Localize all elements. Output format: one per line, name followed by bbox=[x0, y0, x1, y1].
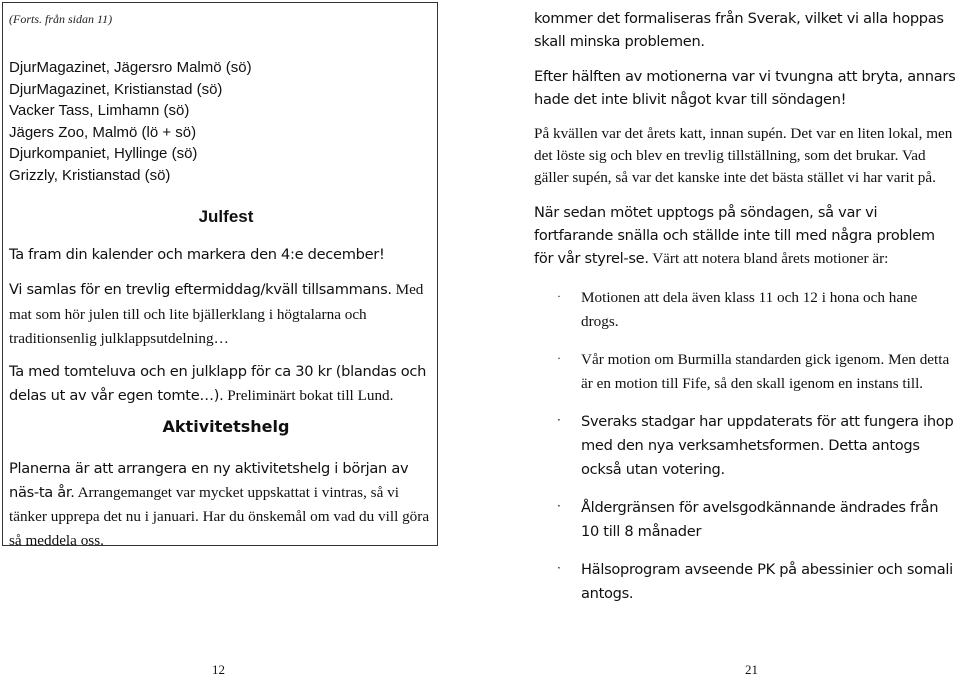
shop-item: Vacker Tass, Limhamn (sö) bbox=[9, 102, 190, 119]
list-item-text: Åldergränsen för avelsgodkännande ändrades från 10 till 8 månader bbox=[581, 499, 939, 540]
shop-item: Jägers Zoo, Malmö (lö + sö) bbox=[9, 123, 197, 141]
list-item bbox=[534, 558, 958, 606]
list-item-text: Vår motion om Burmilla standarden gick igenom. Men detta är en motion till Fife, så den skall igenom en instans till. bbox=[581, 351, 950, 392]
julfest-paragraph bbox=[9, 278, 437, 352]
list-item-text: Motionen att dela även klass 11 och 12 i hona och hane drogs. bbox=[581, 289, 918, 330]
shop-list bbox=[9, 57, 419, 186]
aktivitetshelg-paragraph bbox=[9, 457, 437, 553]
motion-list bbox=[534, 286, 958, 606]
list-item bbox=[534, 286, 958, 334]
booking-text: Preliminärt bokat till Lund. bbox=[223, 387, 394, 404]
bullet-icon: · bbox=[557, 289, 561, 303]
continued-note: (Forts. från sidan 11) bbox=[9, 12, 113, 26]
right-column bbox=[534, 7, 958, 620]
list-item bbox=[534, 496, 958, 544]
julfest-heading: Julfest bbox=[198, 207, 254, 226]
shop-item: Djurkompaniet, Hyllinge (sö) bbox=[9, 145, 198, 162]
page-number-right: 21 bbox=[745, 662, 758, 677]
aktivitetshelg-heading: Aktivitetshelg bbox=[162, 417, 290, 436]
julfest-intro: Vi samlas för en trevlig eftermiddag/kväll tillsammans. bbox=[9, 281, 392, 298]
bullet-icon: · bbox=[557, 351, 561, 365]
plan-details: Arrangemanget var mycket uppskattat i vintras, så vi tänker upprepa det nu i januari. Har du önskemål om vad du vill göra så meddela oss. bbox=[9, 484, 430, 549]
bullet-icon: · bbox=[557, 499, 561, 513]
sunday-text: När sedan mötet upptogs på söndagen, så var vi fortfarande snälla och ställde inte till med några problem för vår styrel-se. bbox=[534, 204, 935, 267]
plan-text: Planerna är att arrangera en ny aktivitetshelg i början av näs-ta år. bbox=[9, 460, 409, 501]
paragraph-sunday bbox=[534, 201, 958, 270]
paragraph-motions-break: Efter hälften av motionerna var vi tvungna att bryta, annars hade det inte blivit något kvar till söndagen! bbox=[534, 68, 956, 108]
julfest-details: Med mat som hör julen till och lite bjällerklang i högtalarna och traditionsenlig julklappsutdelning… bbox=[9, 281, 424, 347]
bullet-icon: · bbox=[557, 413, 561, 427]
shop-item: Grizzly, Kristianstad (sö) bbox=[9, 166, 171, 184]
motions-note: Värt att notera bland årets motioner är: bbox=[648, 250, 889, 267]
shop-item: DjurMagazinet, Jägersro Malmö (sö) bbox=[9, 59, 252, 76]
julfest-calendar-text: Ta fram din kalender och markera den 4:e december! bbox=[9, 246, 385, 263]
page-number-left: 12 bbox=[212, 662, 225, 677]
list-item bbox=[534, 410, 958, 482]
tomte-text: Ta med tomteluva och en julklapp för ca 30 kr (blandas och delas ut av vår egen tomte…). bbox=[9, 363, 427, 404]
list-item-text: Sveraks stadgar har uppdaterats för att fungera ihop med den nya verksamhetsformen. Detta antogs också utan votering. bbox=[581, 413, 954, 478]
list-item bbox=[534, 348, 958, 396]
tomte-paragraph bbox=[9, 360, 437, 408]
shop-item: DjurMagazinet, Kristianstad (sö) bbox=[9, 80, 223, 98]
bullet-icon: · bbox=[557, 561, 561, 575]
paragraph-formalize: kommer det formaliseras från Sverak, vilket vi alla hoppas skall minska problemen. bbox=[534, 10, 944, 50]
paragraph-arets-katt: På kvällen var det årets katt, innan supén. Det var en liten lokal, men det löste sig och blev en trevlig tillställning, som det brukar. Vad gäller supén, så var det kanske inte det bästa stället vi har varit på. bbox=[534, 125, 953, 186]
news-box bbox=[2, 2, 438, 549]
list-item-text: Hälsoprogram avseende PK på abessinier och somali antogs. bbox=[581, 561, 953, 602]
